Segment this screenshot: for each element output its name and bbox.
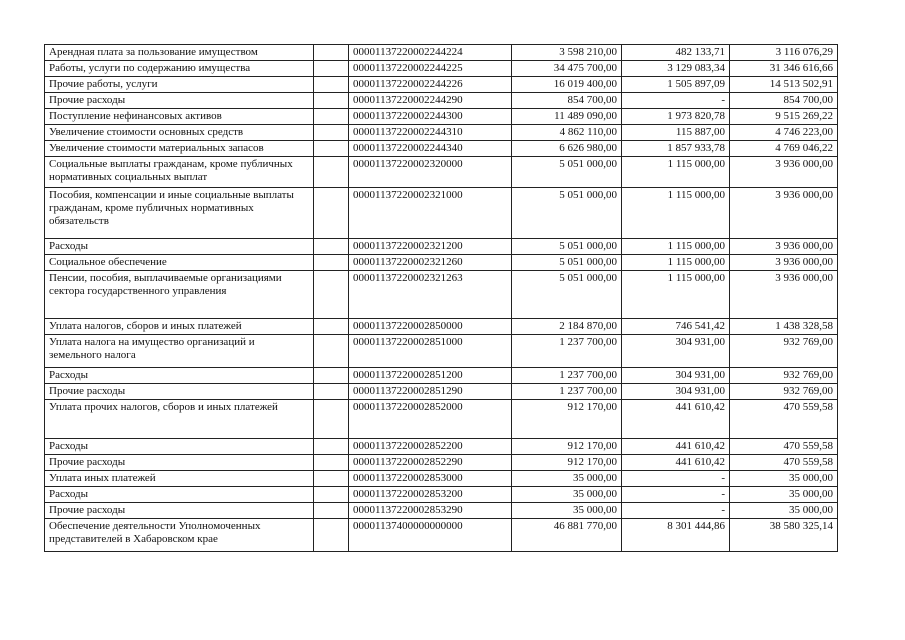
- row-remainder: 470 559,58: [730, 439, 838, 455]
- row-name: Уплата налогов, сборов и иных платежей: [45, 319, 314, 335]
- row-name: Уплата иных платежей: [45, 471, 314, 487]
- row-code: 00001137220002851000: [349, 335, 512, 368]
- table-row: [45, 471, 838, 487]
- row-plan: 2 184 870,00: [512, 319, 622, 335]
- row-name: Прочие расходы: [45, 503, 314, 519]
- row-name: Уплата прочих налогов, сборов и иных платежей: [45, 400, 314, 439]
- row-name: Пенсии, пособия, выплачиваемые организациями сектора государственного управления: [45, 271, 314, 319]
- row-spacer-cell: [314, 255, 349, 271]
- row-plan: 5 051 000,00: [512, 188, 622, 239]
- row-remainder: 35 000,00: [730, 471, 838, 487]
- row-code: 00001137220002244290: [349, 93, 512, 109]
- row-plan: 16 019 400,00: [512, 77, 622, 93]
- row-remainder: 31 346 616,66: [730, 61, 838, 77]
- row-plan: 5 051 000,00: [512, 239, 622, 255]
- row-plan: 11 489 090,00: [512, 109, 622, 125]
- row-executed: 746 541,42: [622, 319, 730, 335]
- row-executed: 304 931,00: [622, 368, 730, 384]
- row-spacer-cell: [314, 45, 349, 61]
- row-name: Прочие расходы: [45, 455, 314, 471]
- row-spacer-cell: [314, 400, 349, 439]
- row-executed: 1 973 820,78: [622, 109, 730, 125]
- row-remainder: 932 769,00: [730, 368, 838, 384]
- row-name: Увеличение стоимости материальных запасов: [45, 141, 314, 157]
- row-plan: 1 237 700,00: [512, 368, 622, 384]
- row-plan: 4 862 110,00: [512, 125, 622, 141]
- row-plan: 1 237 700,00: [512, 384, 622, 400]
- row-plan: 35 000,00: [512, 471, 622, 487]
- row-executed: 1 505 897,09: [622, 77, 730, 93]
- row-executed: 1 115 000,00: [622, 271, 730, 319]
- row-name: Поступление нефинансовых активов: [45, 109, 314, 125]
- row-name: Прочие расходы: [45, 384, 314, 400]
- row-remainder: 3 116 076,29: [730, 45, 838, 61]
- table-row: [45, 503, 838, 519]
- row-plan: 912 170,00: [512, 455, 622, 471]
- table-row: [45, 255, 838, 271]
- row-executed: 441 610,42: [622, 439, 730, 455]
- row-remainder: 3 936 000,00: [730, 157, 838, 188]
- row-code: 00001137220002851200: [349, 368, 512, 384]
- row-spacer-cell: [314, 368, 349, 384]
- row-name: Социальное обеспечение: [45, 255, 314, 271]
- row-remainder: 9 515 269,22: [730, 109, 838, 125]
- row-remainder: 4 769 046,22: [730, 141, 838, 157]
- row-name: Увеличение стоимости основных средств: [45, 125, 314, 141]
- table-row: [45, 77, 838, 93]
- table-row: [45, 400, 838, 439]
- row-remainder: 35 000,00: [730, 487, 838, 503]
- row-executed: 3 129 083,34: [622, 61, 730, 77]
- table-row: [45, 384, 838, 400]
- row-executed: 1 115 000,00: [622, 239, 730, 255]
- row-spacer-cell: [314, 471, 349, 487]
- row-executed: 304 931,00: [622, 384, 730, 400]
- table-row: [45, 125, 838, 141]
- table-row: [45, 188, 838, 239]
- row-code: 00001137220002853200: [349, 487, 512, 503]
- table-body: [45, 45, 838, 552]
- row-code: 00001137220002852290: [349, 455, 512, 471]
- row-spacer-cell: [314, 487, 349, 503]
- row-plan: 5 051 000,00: [512, 255, 622, 271]
- row-remainder: 4 746 223,00: [730, 125, 838, 141]
- row-remainder: 1 438 328,58: [730, 319, 838, 335]
- row-spacer-cell: [314, 271, 349, 319]
- row-code: 00001137220002850000: [349, 319, 512, 335]
- row-code: 00001137220002244225: [349, 61, 512, 77]
- row-code: 00001137220002321260: [349, 255, 512, 271]
- row-spacer-cell: [314, 503, 349, 519]
- row-plan: 35 000,00: [512, 487, 622, 503]
- row-plan: 5 051 000,00: [512, 271, 622, 319]
- row-remainder: 932 769,00: [730, 384, 838, 400]
- row-executed: 1 115 000,00: [622, 255, 730, 271]
- row-code: 00001137400000000000: [349, 519, 512, 552]
- row-spacer-cell: [314, 439, 349, 455]
- row-plan: 3 598 210,00: [512, 45, 622, 61]
- row-plan: 6 626 980,00: [512, 141, 622, 157]
- row-code: 00001137220002852000: [349, 400, 512, 439]
- row-remainder: 3 936 000,00: [730, 188, 838, 239]
- row-name: Расходы: [45, 368, 314, 384]
- row-remainder: 470 559,58: [730, 400, 838, 439]
- row-spacer-cell: [314, 384, 349, 400]
- row-executed: -: [622, 487, 730, 503]
- row-executed: 441 610,42: [622, 455, 730, 471]
- row-executed: 304 931,00: [622, 335, 730, 368]
- table-row: [45, 239, 838, 255]
- row-spacer-cell: [314, 335, 349, 368]
- row-remainder: 3 936 000,00: [730, 255, 838, 271]
- table-row: [45, 439, 838, 455]
- row-remainder: 854 700,00: [730, 93, 838, 109]
- row-executed: 1 857 933,78: [622, 141, 730, 157]
- table-row: [45, 45, 838, 61]
- row-code: 00001137220002320000: [349, 157, 512, 188]
- row-code: 00001137220002853000: [349, 471, 512, 487]
- row-name: Прочие работы, услуги: [45, 77, 314, 93]
- table-row: [45, 141, 838, 157]
- row-executed: 1 115 000,00: [622, 188, 730, 239]
- row-code: 00001137220002244224: [349, 45, 512, 61]
- table-row: [45, 109, 838, 125]
- table-row: [45, 487, 838, 503]
- row-remainder: 38 580 325,14: [730, 519, 838, 552]
- row-plan: 35 000,00: [512, 503, 622, 519]
- row-remainder: 3 936 000,00: [730, 271, 838, 319]
- row-code: 00001137220002321263: [349, 271, 512, 319]
- row-name: Социальные выплаты гражданам, кроме публичных нормативных социальных выплат: [45, 157, 314, 188]
- row-executed: -: [622, 503, 730, 519]
- row-executed: 482 133,71: [622, 45, 730, 61]
- row-plan: 854 700,00: [512, 93, 622, 109]
- row-plan: 1 237 700,00: [512, 335, 622, 368]
- row-spacer-cell: [314, 319, 349, 335]
- row-code: 00001137220002853290: [349, 503, 512, 519]
- budget-execution-table: [44, 44, 838, 552]
- table-row: [45, 335, 838, 368]
- row-plan: 46 881 770,00: [512, 519, 622, 552]
- row-code: 00001137220002321200: [349, 239, 512, 255]
- row-executed: 1 115 000,00: [622, 157, 730, 188]
- row-code: 00001137220002244300: [349, 109, 512, 125]
- row-name: Пособия, компенсации и иные социальные выплаты гражданам, кроме публичных нормативных обязательств: [45, 188, 314, 239]
- row-name: Обеспечение деятельности Уполномоченных представителей в Хабаровском крае: [45, 519, 314, 552]
- row-name: Арендная плата за пользование имуществом: [45, 45, 314, 61]
- row-code: 00001137220002851290: [349, 384, 512, 400]
- row-code: 00001137220002244226: [349, 77, 512, 93]
- row-spacer-cell: [314, 141, 349, 157]
- row-spacer-cell: [314, 109, 349, 125]
- table-row: [45, 368, 838, 384]
- row-remainder: 470 559,58: [730, 455, 838, 471]
- table-row: [45, 519, 838, 552]
- row-spacer-cell: [314, 93, 349, 109]
- row-remainder: 35 000,00: [730, 503, 838, 519]
- row-spacer-cell: [314, 61, 349, 77]
- row-plan: 912 170,00: [512, 400, 622, 439]
- row-spacer-cell: [314, 125, 349, 141]
- row-code: 00001137220002321000: [349, 188, 512, 239]
- row-name: Расходы: [45, 239, 314, 255]
- row-spacer-cell: [314, 157, 349, 188]
- row-plan: 912 170,00: [512, 439, 622, 455]
- row-spacer-cell: [314, 188, 349, 239]
- table-row: [45, 319, 838, 335]
- row-name: Расходы: [45, 439, 314, 455]
- row-remainder: 3 936 000,00: [730, 239, 838, 255]
- row-executed: 8 301 444,86: [622, 519, 730, 552]
- table-row: [45, 61, 838, 77]
- row-executed: 441 610,42: [622, 400, 730, 439]
- row-name: Расходы: [45, 487, 314, 503]
- row-remainder: 932 769,00: [730, 335, 838, 368]
- row-code: 00001137220002852200: [349, 439, 512, 455]
- row-executed: 115 887,00: [622, 125, 730, 141]
- row-name: Уплата налога на имущество организаций и земельного налога: [45, 335, 314, 368]
- row-name: Работы, услуги по содержанию имущества: [45, 61, 314, 77]
- row-spacer-cell: [314, 77, 349, 93]
- table-row: [45, 157, 838, 188]
- row-code: 00001137220002244340: [349, 141, 512, 157]
- row-remainder: 14 513 502,91: [730, 77, 838, 93]
- table-row: [45, 271, 838, 319]
- row-plan: 34 475 700,00: [512, 61, 622, 77]
- row-plan: 5 051 000,00: [512, 157, 622, 188]
- row-code: 00001137220002244310: [349, 125, 512, 141]
- row-spacer-cell: [314, 519, 349, 552]
- row-executed: -: [622, 93, 730, 109]
- table-row: [45, 455, 838, 471]
- row-executed: -: [622, 471, 730, 487]
- table-row: [45, 93, 838, 109]
- row-spacer-cell: [314, 455, 349, 471]
- row-name: Прочие расходы: [45, 93, 314, 109]
- row-spacer-cell: [314, 239, 349, 255]
